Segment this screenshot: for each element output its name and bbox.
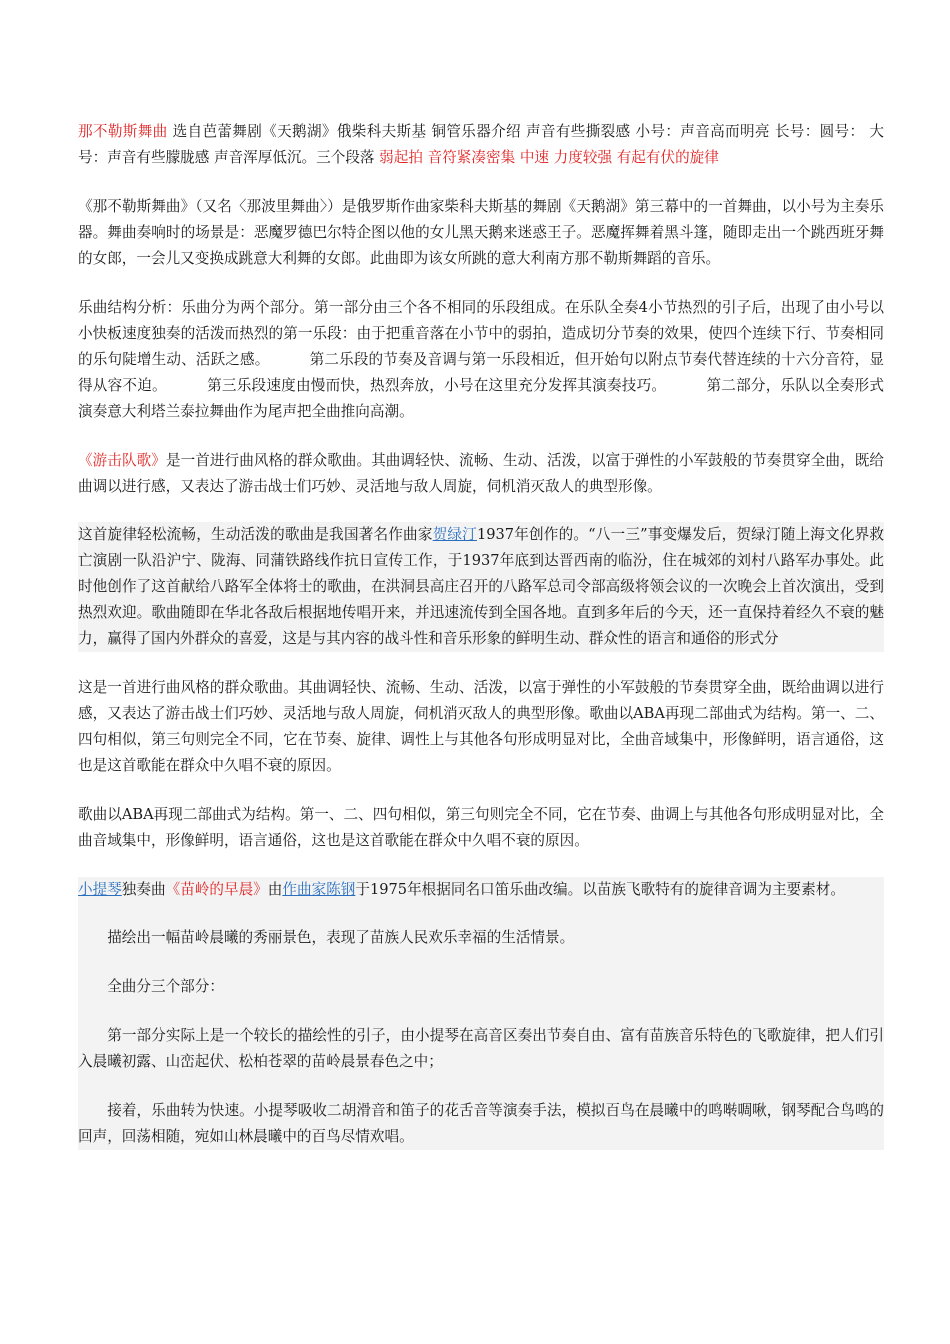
keyword-tag: 弱起拍 bbox=[379, 149, 423, 166]
paragraph-part-two: 接着，乐曲转为快速。小提琴吸收二胡滑音和笛子的花舌音等演奏手法，模拟百鸟在晨曦中的鸣啭啁啾，钢琴配合鸟鸣的回声，回荡相随，宛如山林晨曦中的百鸟尽情欢唱。 bbox=[78, 1102, 884, 1145]
paragraph-three-parts: 全曲分三个部分： bbox=[107, 978, 224, 995]
keyword-tag: 音符紧凑密集 bbox=[427, 149, 516, 166]
paragraph-naples-intro bbox=[78, 119, 884, 171]
title-miao-morning: 《苗岭的早晨》 bbox=[165, 881, 268, 898]
paragraph-text: 由 bbox=[267, 881, 283, 898]
paragraph-guerrilla-song-structure: 歌曲以ABA再现二部曲式为结构。第一、二、四句相似，第三句则完全不同，它在节奏、曲调上与其他各句形成明显对比，全曲音域集中，形像鲜明，语言通俗，这也是这首歌能在群众中久唱不衰的原因。 bbox=[78, 806, 884, 849]
paragraph-naples-description: 《那不勒斯舞曲》（又名〈那波里舞曲〉）是俄罗斯作曲家柴科夫斯基的舞剧《天鹅湖》第三幕中的一首舞曲，以小号为主奏乐器。舞曲奏响时的场景是：恶魔罗德巴尔特企图以他的女儿黑天鹅来迷惑王子。恶魔挥舞着黑斗篷，随即走出一个跳西班牙舞的女郎，一会儿又变换成跳意大利舞的女郎。此曲即为该女所跳的意大利南方那不勒斯舞蹈的音乐。 bbox=[78, 198, 884, 267]
paragraph-text: 选自芭蕾舞剧《天鹅湖》俄柴科夫斯基 铜管乐器介绍 声音有些撕裂感 小号：声音高而明亮 长号：圆号： 大号：声音有些朦胧感 声音浑厚低沉。三个段落 bbox=[78, 123, 884, 166]
keyword-tag: 力度较强 bbox=[553, 149, 613, 166]
title-guerrilla-song: 《游击队歌》 bbox=[78, 452, 166, 469]
link-composer-chen-gang[interactable]: 作曲家陈钢 bbox=[282, 881, 356, 898]
paragraph-text: 第二部分，乐队以全奏形式演奏意大利塔兰泰拉舞曲作为尾声把全曲推向高潮。 bbox=[78, 377, 884, 420]
keyword-tag: 有起有伏的旋律 bbox=[616, 149, 719, 166]
keyword-tag: 中速 bbox=[519, 149, 550, 166]
paragraph-structure-analysis bbox=[78, 295, 884, 425]
paragraph-part-one: 第一部分实际上是一个较长的描绘性的引子，由小提琴在高音区奏出节奏自由、富有苗族音乐特色的飞歌旋律，把人们引入晨曦初露、山峦起伏、松柏苍翠的苗岭晨景春色之中； bbox=[78, 1027, 884, 1070]
link-he-luting[interactable]: 贺绿汀 bbox=[432, 526, 477, 543]
paragraph-text: 这首旋律轻松流畅，生动活泼的歌曲是我国著名作曲家 bbox=[78, 526, 433, 543]
paragraph-text: 独奏曲 bbox=[121, 881, 166, 898]
paragraph-guerrilla-song-intro bbox=[78, 448, 884, 500]
paragraph-text: 于1975年根据同名口笛乐曲改编。以苗族飞歌特有的旋律音调为主要素材。 bbox=[355, 881, 845, 898]
paragraph-guerrilla-song-analysis: 这是一首进行曲风格的群众歌曲。其曲调轻快、流畅、生动、活泼，以富于弹性的小军鼓般的节奏贯穿全曲，既给曲调以进行感，又表达了游击战士们巧妙、灵活地与敌人周旋，伺机消灭敌人的典型形像。歌曲以ABA再现二部曲式为结构。第一、二、四句相似，第三句则完全不同，它在节奏、旋律、调性上与其他各句形成明显对比，全曲音域集中，形像鲜明，语言通俗，这也是这首歌能在群众中久唱不衰的原因。 bbox=[78, 679, 884, 774]
paragraph-text: 1937年创作的。“八一三”事变爆发后，贺绿汀随上海文化界救亡演剧一队沿沪宁、陇海、同蒲铁路线作抗日宣传工作，于1937年底到达晋西南的临汾，住在城郊的刘村八路军办事处。此时他创作了这首献给八路军全体将士的歌曲，在洪洞县高庄召开的八路军总司令部高级将领会议的一次晚会上首次演出，受到热烈欢迎。歌曲随即在华北各敌后根据地传唱开来，并迅速流传到全国各地。直到多年后的今天，还一直保持着经久不衰的魅力，赢得了国内外群众的喜爱，这是与其内容的战斗性和音乐形象的鲜明生动、群众性的语言和通俗的形式分 bbox=[78, 526, 884, 647]
paragraph-text: 是一首进行曲风格的群众歌曲。其曲调轻快、流畅、生动、活泼，以富于弹性的小军鼓般的节奏贯穿全曲，既给曲调以进行感，又表达了游击战士们巧妙、灵活地与敌人周旋，伺机消灭敌人的典型形像。 bbox=[78, 452, 884, 495]
paragraph-text: 第三乐段速度由慢而快，热烈奔放，小号在这里充分发挥其演奏技巧。 bbox=[206, 377, 667, 394]
paragraph-miao-morning-intro bbox=[78, 877, 884, 903]
link-violin[interactable]: 小提琴 bbox=[78, 881, 122, 898]
paragraph-text: 乐曲结构分析：乐曲分为两个部分。第一部分由三个各不相同的乐段组成。在乐队全奏4小节热烈的引子后，出现了由小号以小快板速度独奏的活泼而热烈的第一乐段：由于把重音落在小节中的弱拍，造成切分节奏的效果，使四个连续下行、节奏相同的乐句陡增生动、活跃之感。 bbox=[78, 299, 884, 368]
paragraph-guerrilla-song-history bbox=[78, 522, 884, 652]
paragraph-miao-scene: 描绘出一幅苗岭晨曦的秀丽景色，表现了苗族人民欢乐幸福的生活情景。 bbox=[107, 929, 575, 946]
document-body bbox=[78, 119, 884, 1150]
title-naples-dance: 那不勒斯舞曲 bbox=[78, 123, 168, 140]
section-miao-morning bbox=[78, 877, 884, 1150]
paragraph-text: 第二乐段的节奏及音调与第一乐段相近，但开始句以附点节奏代替连续的十六分音符，显得从容不迫。 bbox=[78, 351, 884, 394]
